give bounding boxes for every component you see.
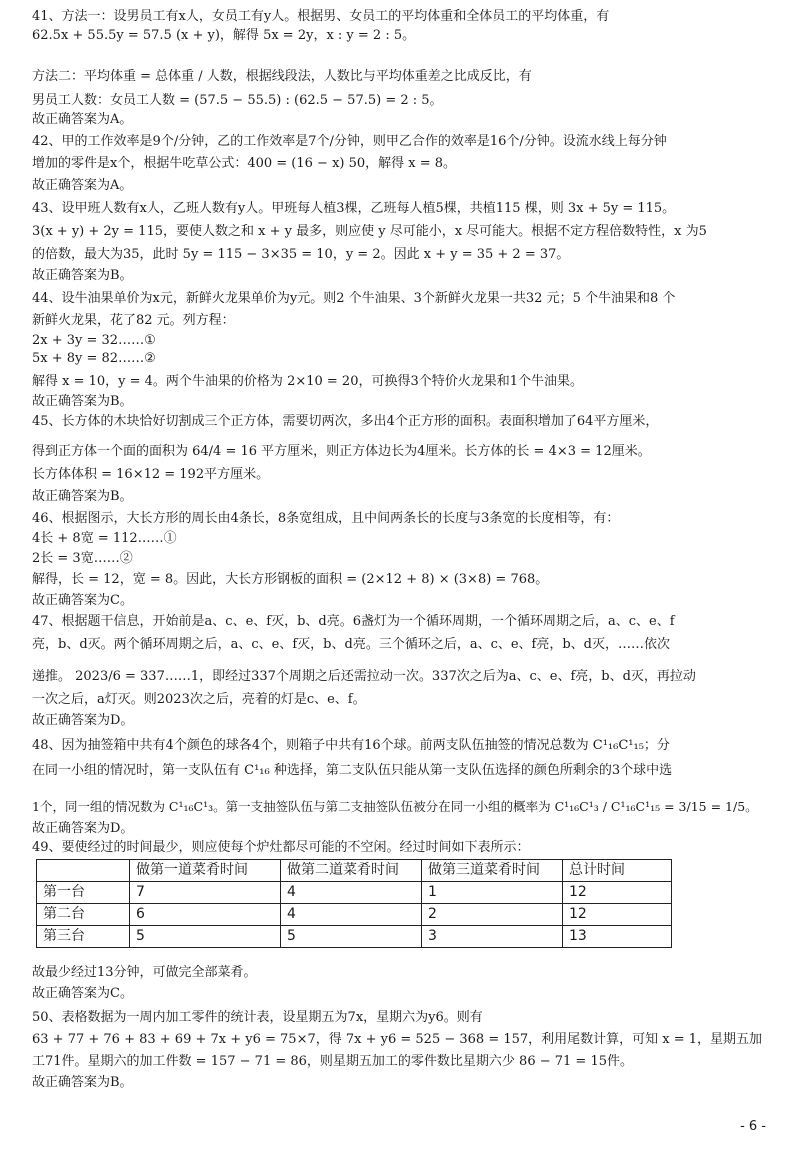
table-cell: 7 [130,882,281,904]
text-line: 解得，长 = 12，宽 = 8。因此，大长方形钢板的面积 = (2×12 + 8) × (3×8) = 768。 [32,572,549,587]
text-line: 49、要使经过的时间最少，则应使每个炉灶都尽可能的不空闲。经过时间如下表所示： [32,840,530,855]
table-cell: 第三台 [37,926,130,948]
table-header-cell: 做第二道菜肴时间 [281,860,422,882]
text-line: 增加的零件是x个，根据牛吃草公式：400 = (16 − x) 50，解得 x = 8。 [32,156,457,171]
text-line: 长方体体积 = 16×12 = 192平方厘米。 [32,467,270,482]
text-line: 5x + 8y = 82……② [32,351,156,366]
text-line: 62.5x + 55.5y = 57.5 (x + y)，解得 5x = 2y，x : y = 2 : 5。 [32,28,416,43]
text-line: 45、长方体的木块恰好切割成三个正方体，需要切两次，多出4个正方形的面积。表面积增加了64平方厘米， [32,414,659,429]
answer-line: 故正确答案为B。 [32,268,133,283]
table-header-cell: 做第三道菜肴时间 [422,860,563,882]
text-line: 42、甲的工作效率是9个/分钟，乙的工作效率是7个/分钟，则甲乙合作的效率是16个/分钟。设流水线上每分钟 [32,134,667,149]
text-line: 46、根据图示，大长方形的周长由4条长，8条宽组成，且中间两条长的长度与3条宽的长度相等，有： [32,511,620,526]
table-header-cell: 做第一道菜肴时间 [130,860,281,882]
text-line: 得到正方体一个面的面积为 64/4 = 16 平方厘米，则正方体边长为4厘米。长方体的长 = 4×3 = 12厘米。 [32,444,651,459]
text-line: 男员工人数：女员工人数 = (57.5 − 55.5) : (62.5 − 57.5) = 2 : 5。 [32,93,443,108]
text-line: 亮，b、d灭。两个循环周期之后，a、c、e、f灭，b、d亮。三个循环之后，a、c、e、f亮，b、d灭，……依次 [32,637,671,652]
table-cell: 3 [422,926,563,948]
text-line: 2长 = 3宽……② [32,551,133,566]
text-line: 工71件。星期六的加工件数 = 157 − 71 = 86，则星期五加工的零件数比星期六少 86 − 71 = 15件。 [32,1054,633,1069]
table-cell: 第一台 [37,882,130,904]
text-line: 解得 x = 10，y = 4。两个牛油果的价格为 2×10 = 20，可换得3个特价火龙果和1个牛油果。 [32,374,584,389]
text-line: 50、表格数据为一周内加工零件的统计表，设星期五为7x，星期六为y6。则有 [32,1010,483,1025]
answer-line: 故正确答案为B。 [32,394,133,409]
text-line: 4长 + 8宽 = 112……① [32,531,177,546]
cooking-time-table [36,859,672,948]
text-line: 47、根据题干信息，开始前是a、c、e、f灭，b、d亮。6盏灯为一个循环周期，一个循环周期之后，a、c、e、f [32,614,675,629]
table-cell: 13 [563,926,672,948]
answer-line: 故正确答案为B。 [32,1075,133,1090]
table-header-cell: 总计时间 [563,860,672,882]
table-cell: 12 [563,904,672,926]
text-line: 43、设甲班人数有x人，乙班人数有y人。甲班每人植3棵，乙班每人植5棵，共植115 棵，则 3x + 5y = 115。 [32,201,676,216]
table-cell: 6 [130,904,281,926]
text-line: 方法二：平均体重 = 总体重 / 人数，根据线段法，人数比与平均体重差之比成反比，有 [32,69,532,84]
table-header-cell [37,860,130,882]
table-cell: 2 [422,904,563,926]
table-row [37,882,672,904]
page-number: - 6 - [740,1119,766,1134]
text-line: 48、因为抽签箱中共有4个颜色的球各4个，则箱子中共有16个球。前两支队伍抽签的情况总数为 C¹₁₆C¹₁₅；分 [32,738,670,753]
text-line: 63 + 77 + 76 + 83 + 69 + 7x + y6 = 75×7，得 7x + y6 = 525 − 368 = 157，利用尾数计算，可知 x = 1，星期五加 [32,1032,763,1047]
text-line: 44、设牛油果单价为x元，新鲜火龙果单价为y元。则2 个牛油果、3个新鲜火龙果一共32 元；5 个牛油果和8 个 [32,291,676,306]
table-cell: 4 [281,882,422,904]
text-line: 故最少经过13分钟，可做完全部菜肴。 [32,965,257,980]
table-cell: 第二台 [37,904,130,926]
answer-line: 故正确答案为A。 [32,112,133,127]
text-line: 的倍数，最大为35，此时 5y = 115 − 3×35 = 10，y = 2。因此 x + y = 35 + 2 = 37。 [32,247,570,262]
table-header-row [37,860,672,882]
table-cell: 1 [422,882,563,904]
table-cell: 5 [130,926,281,948]
text-line: 41、方法一：设男员工有x人，女员工有y人。根据男、女员工的平均体重和全体员工的平均体重，有 [32,9,610,24]
text-line: 3(x + y) + 2y = 115，要使人数之和 x + y 最多，则应使 y 尽可能小，x 尽可能大。根据不定方程倍数特性，x 为5 [32,224,707,239]
text-line: 1个，同一组的情况数为 C¹₁₆C¹₃。第一支抽签队伍与第二支抽签队伍被分在同一小组的概率为 C¹₁₆C¹₃ / C¹₁₆C¹₁₅ = 3/15 = 1/5。 [32,799,758,814]
table-cell: 12 [563,882,672,904]
text-line: 2x + 3y = 32……① [32,333,156,348]
text-line: 递推。 2023/6 = 337……1，即经过337个周期之后还需拉动一次。337次之后为a、c、e、f亮，b、d灭，再拉动 [32,669,696,684]
text-line: 在同一小组的情况时，第一支队伍有 C¹₁₆ 种选择，第二支队伍只能从第一支队伍选择的颜色所剩余的3个球中选 [32,763,673,778]
answer-line: 故正确答案为A。 [32,178,133,193]
text-line: 一次之后，a灯灭。则2023次之后，亮着的灯是c、e、f。 [32,692,366,707]
table-row [37,926,672,948]
text-line: 新鲜火龙果，花了82 元。列方程： [32,313,235,328]
answer-line: 故正确答案为B。 [32,489,133,504]
table-row [37,904,672,926]
table-cell: 5 [281,926,422,948]
answer-line: 故正确答案为C。 [32,593,133,608]
answer-line: 故正确答案为D。 [32,713,134,728]
answer-line: 故正确答案为C。 [32,986,133,1001]
answer-line: 故正确答案为D。 [32,821,134,836]
table-cell: 4 [281,904,422,926]
